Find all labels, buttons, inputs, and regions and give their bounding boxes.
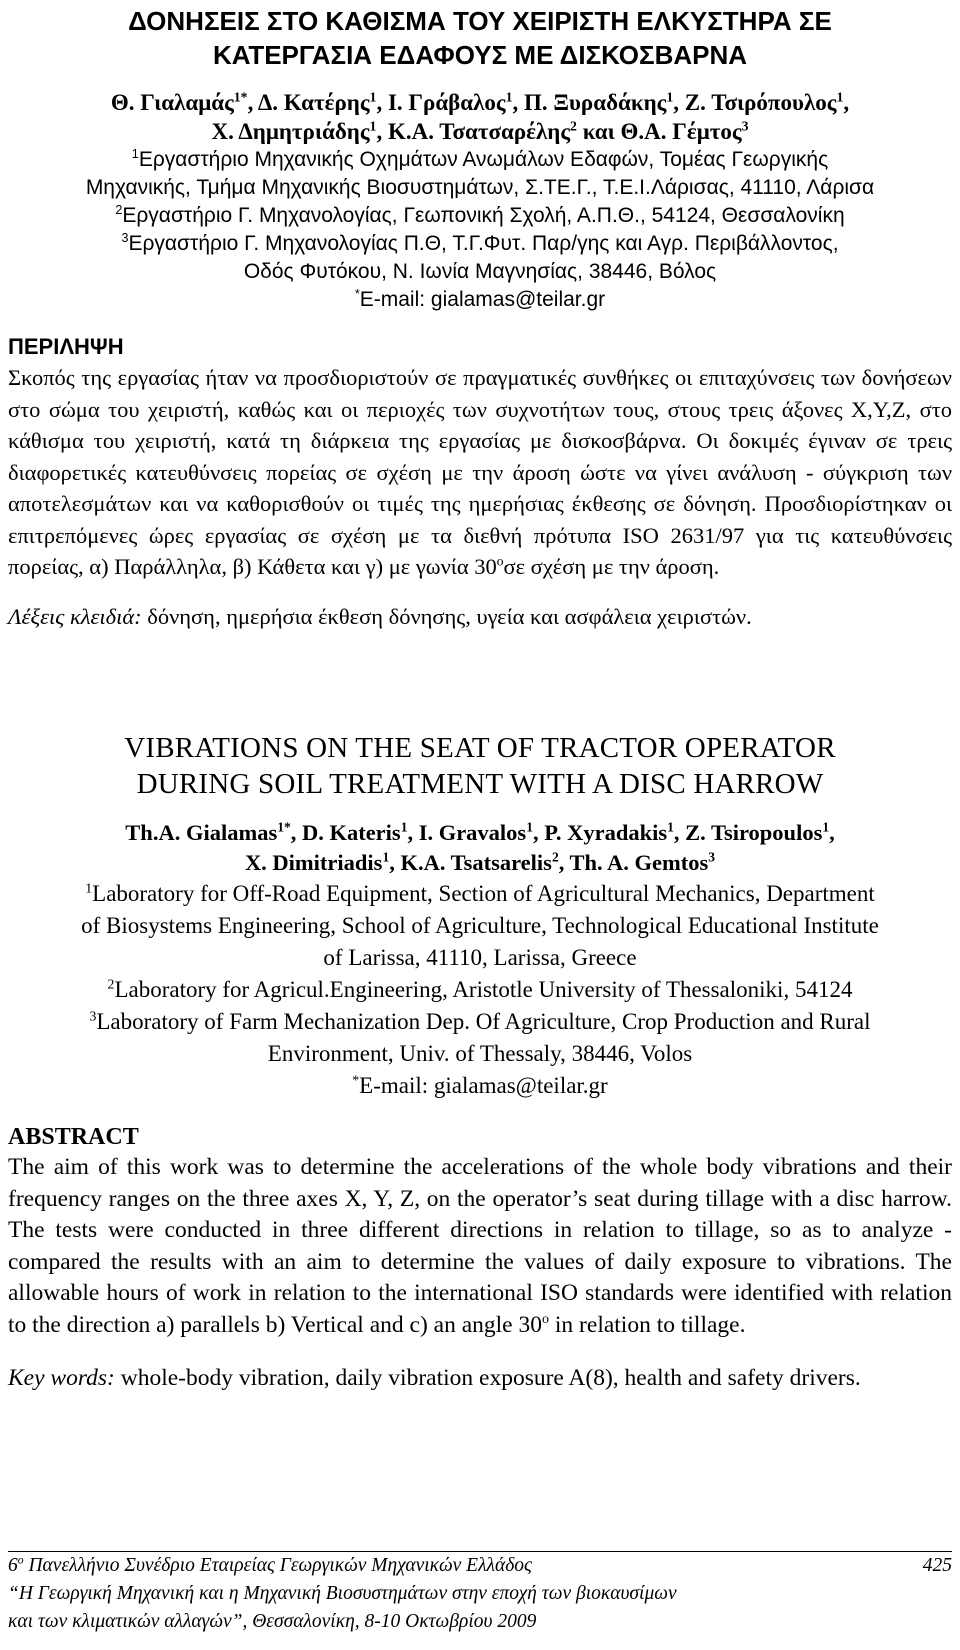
author-name: Ζ. Τσιρόπουλος: [684, 90, 837, 115]
author-sup: 1: [369, 118, 377, 134]
affiliation-line: of Larissa, 41110, Larissa, Greece: [323, 945, 637, 970]
greek-title-line: ΚΑΤΕΡΓΑΣΙΑ ΕΔΑΦΟΥΣ ΜΕ ΔΙΣΚΟΣΒΑΡΝΑ: [212, 40, 748, 70]
author-name: Z. Tsiropoulos: [685, 820, 823, 845]
english-abstract-heading: ABSTRACT: [8, 1124, 139, 1150]
author-name: Th. A. Gemtos: [569, 850, 709, 875]
email-sup: *: [352, 1072, 360, 1088]
author-sup: 1: [382, 849, 390, 865]
greek-authors-line: [8, 88, 952, 117]
affiliation-line: [8, 974, 952, 1006]
author-sep: ,: [407, 820, 419, 845]
author-sup: 2: [551, 849, 559, 865]
author-sep: ,: [389, 850, 401, 875]
english-title-line: VIBRATIONS ON THE SEAT OF TRACTOR OPERATOR: [124, 732, 836, 764]
author-name: Κ.Α. Τσατσαρέλης: [387, 119, 571, 144]
english-email: [8, 1070, 952, 1102]
author-name: K.A. Tsatsarelis: [400, 850, 552, 875]
author-name: Θ. Γιαλαμάς: [110, 90, 234, 115]
author-sep: ,: [673, 820, 686, 845]
affiliation-line: [8, 878, 952, 910]
english-abstract-body: [8, 1152, 952, 1341]
greek-abstract-heading: ΠΕΡΙΛΗΨΗ: [8, 334, 124, 359]
keywords-text: δόνηση, ημερήσια έκθεση δόνησης, υγεία και ασφάλεια χειριστών.: [141, 603, 752, 629]
affiliation-sup: 2: [107, 976, 115, 992]
affiliation-sup: 1: [131, 147, 139, 161]
greek-affiliations: [8, 146, 952, 286]
affiliation-text: Laboratory for Off-Road Equipment, Section of Agricultural Mechanics, Department: [92, 881, 875, 906]
greek-title: [8, 4, 952, 72]
author-name: Th.A. Gialamas: [125, 820, 278, 845]
author-sup: 1: [400, 819, 408, 835]
author-sep: ,: [376, 119, 388, 144]
affiliation-text: Εργαστήριο Μηχανικής Οχημάτων Ανωμάλων Εδαφών, Τομέας Γεωργικής: [138, 148, 829, 171]
abstract-text: The aim of this work was to determine the accelerations of the whole body vibrations and their frequency ranges on the three axes X, Y, Z, on the operator’s seat during tillage with a disc harrow. The tests were conducted in three different directions in relation to tillage, so as to analyze - compared the results with an aim to determine the values of daily exposure to vibrations. The allowable hours of work in relation to the international ISO standards were identified with relation to the direction a) parallels b) Vertical and c) an angle 30: [8, 1154, 952, 1338]
affiliation-sup: 2: [115, 203, 123, 217]
abstract-text: in relation to tillage.: [549, 1311, 746, 1338]
author-sep: και: [576, 119, 621, 144]
english-keywords: [8, 1363, 952, 1395]
author-name: D. Kateris: [301, 820, 401, 845]
footer-conference-line: [8, 1552, 952, 1580]
author-sup: 1*: [233, 89, 248, 105]
email-link[interactable]: E-mail: gialamas@teilar.gr: [359, 1073, 608, 1098]
greek-authors-line: [8, 117, 952, 146]
keywords-label: Λέξεις κλειδιά:: [8, 603, 142, 629]
author-sup: 1: [666, 89, 674, 105]
degree-sup: ο: [496, 553, 504, 569]
author-sup: 1: [505, 89, 513, 105]
author-sep: ,: [247, 90, 258, 115]
author-sep: ,: [673, 90, 685, 115]
affiliation-line: Οδός Φυτόκου, Ν. Ιωνία Μαγνησίας, 38446, Βόλος: [243, 260, 717, 283]
author-sup: 3: [708, 849, 716, 865]
paper-page: [8, 0, 952, 1395]
author-sup: 1*: [277, 819, 291, 835]
footer-theme-line: “Η Γεωργική Μηχανική και η Μηχανική Βιοσυστημάτων στην εποχή των βιοκαυσίμων: [8, 1583, 677, 1604]
affiliation-line: [8, 202, 952, 230]
affiliation-line: of Biosystems Engineering, School of Agriculture, Technological Educational Institute: [81, 913, 879, 938]
affiliation-sup: 3: [89, 1008, 97, 1024]
author-sup: 1: [526, 819, 533, 835]
author-name: P. Xyradakis: [544, 820, 668, 845]
greek-authors: [8, 88, 952, 146]
author-sup: 1: [822, 819, 830, 835]
author-name: Π. Ξυραδάκης: [524, 90, 667, 115]
author-sup: 1: [836, 89, 844, 105]
email-sup: *: [354, 287, 360, 301]
page-number: 425: [922, 1555, 952, 1576]
author-sep: ,: [843, 90, 850, 115]
affiliation-line: [8, 230, 952, 258]
english-affiliations: [8, 878, 952, 1102]
conference-name: [8, 1552, 532, 1580]
greek-abstract-body: [8, 362, 952, 583]
abstract-text: Σκοπός της εργασίας ήταν να προσδιοριστούν σε πραγματικές συνθήκες οι επιταχύνσεις των δονήσεων στο σώμα του χειριστή, καθώς και οι περιοχές των συχνοτήτων τους, στους τρεις άξονες X,Y,Z, στο κάθισμα του χειριστή, κατά τη διάρκεια της εργασίας με δισκοσβάρνα. Οι δοκιμές έγιναν σε τρεις διαφορετικές κατευθύνσεις πορείας σε σχέση με την άροση ώστε να γίνει ανάλυση - σύγκριση των αποτελεσμάτων και να καθορισθούν οι τιμές της ημερήσιας έκθεσης σε δόνηση. Προσδιορίστηκαν οι επιτρεπόμενες ώρες εργασίας σε σχέση με τα διεθνή πρότυπα ISO 2631/97 για τις κατευθύνσεις πορείας, α) Παράλληλα, β) Κάθετα και γ) με γωνία 30: [8, 365, 952, 579]
english-title: [8, 730, 952, 802]
ordinal-sup: ο: [17, 1553, 24, 1567]
english-title-line: DURING SOIL TREATMENT WITH A DISC HARROW: [136, 768, 824, 800]
conference-number: 6: [8, 1555, 18, 1576]
author-sup: 2: [570, 118, 577, 134]
abstract-text: σε σχέση με την άροση.: [503, 554, 720, 579]
affiliation-line: Environment, Univ. of Thessaly, 38446, Volos: [267, 1041, 693, 1066]
english-authors: [8, 818, 952, 878]
affiliation-text: Laboratory of Farm Mechanization Dep. Of Agriculture, Crop Production and Rural: [96, 1009, 871, 1034]
author-sep: ,: [290, 820, 302, 845]
author-sep: ,: [829, 820, 835, 845]
author-sep: ,: [512, 90, 525, 115]
keywords-text: whole-body vibration, daily vibration exposure A(8), health and safety drivers.: [114, 1365, 861, 1391]
english-authors-line: [8, 848, 952, 878]
keywords-label: Key words:: [8, 1365, 115, 1391]
author-sep: ,: [376, 90, 388, 115]
affiliation-line: [8, 1006, 952, 1038]
author-name: X. Dimitriadis: [244, 850, 383, 875]
author-sup: 3: [741, 118, 749, 134]
author-name: Δ. Κατέρης: [257, 90, 370, 115]
email-link[interactable]: E-mail: gialamas@teilar.gr: [359, 288, 606, 311]
affiliation-text: Εργαστήριο Γ. Μηχανολογίας, Γεωπονική Σχολή, Α.Π.Θ., 54124, Θεσσαλονίκη: [122, 204, 845, 227]
author-sep: ,: [558, 850, 570, 875]
author-name: Χ. Δημητριάδης: [211, 119, 370, 144]
author-name: Θ.Α. Γέμτος: [620, 119, 742, 144]
degree-sup: o: [541, 1310, 550, 1327]
greek-keywords: [8, 601, 952, 633]
page-footer: [8, 1552, 952, 1636]
greek-email: [8, 286, 952, 314]
english-authors-line: [8, 818, 952, 848]
footer-venue-line: και των κλιματικών αλλαγών”, Θεσσαλονίκη, 8-10 Οκτωβρίου 2009: [8, 1611, 537, 1632]
author-name: Ι. Γράβαλος: [387, 90, 506, 115]
author-sup: 1: [369, 89, 377, 105]
affiliation-line: [8, 146, 952, 174]
author-sep: ,: [532, 820, 545, 845]
greek-title-line: ΔΟΝΗΣΕΙΣ ΣΤΟ ΚΑΘΙΣΜΑ ΤΟΥ ΧΕΙΡΙΣΤΗ ΕΛΚΥΣΤΗΡΑ ΣΕ: [128, 6, 832, 36]
affiliation-sup: 3: [121, 231, 129, 245]
affiliation-text: Laboratory for Agricul.Engineering, Aristotle University of Thessaloniki, 54124: [114, 977, 853, 1002]
affiliation-sup: 1: [85, 880, 93, 896]
affiliation-line: Μηχανικής, Τμήμα Μηχανικής Βιοσυστημάτων, Σ.ΤΕ.Γ., Τ.Ε.Ι.Λάρισας, 41110, Λάρισα: [85, 176, 875, 199]
affiliation-text: Εργαστήριο Γ. Μηχανολογίας Π.Θ, Τ.Γ.Φυτ. Παρ/γης και Αγρ. Περιβάλλοντος,: [128, 232, 839, 255]
author-name: I. Gravalos: [418, 820, 527, 845]
conference-title: Πανελλήνιο Συνέδριο Εταιρείας Γεωργικών Μηχανικών Ελλάδος: [23, 1555, 532, 1576]
author-sup: 1: [667, 819, 674, 835]
